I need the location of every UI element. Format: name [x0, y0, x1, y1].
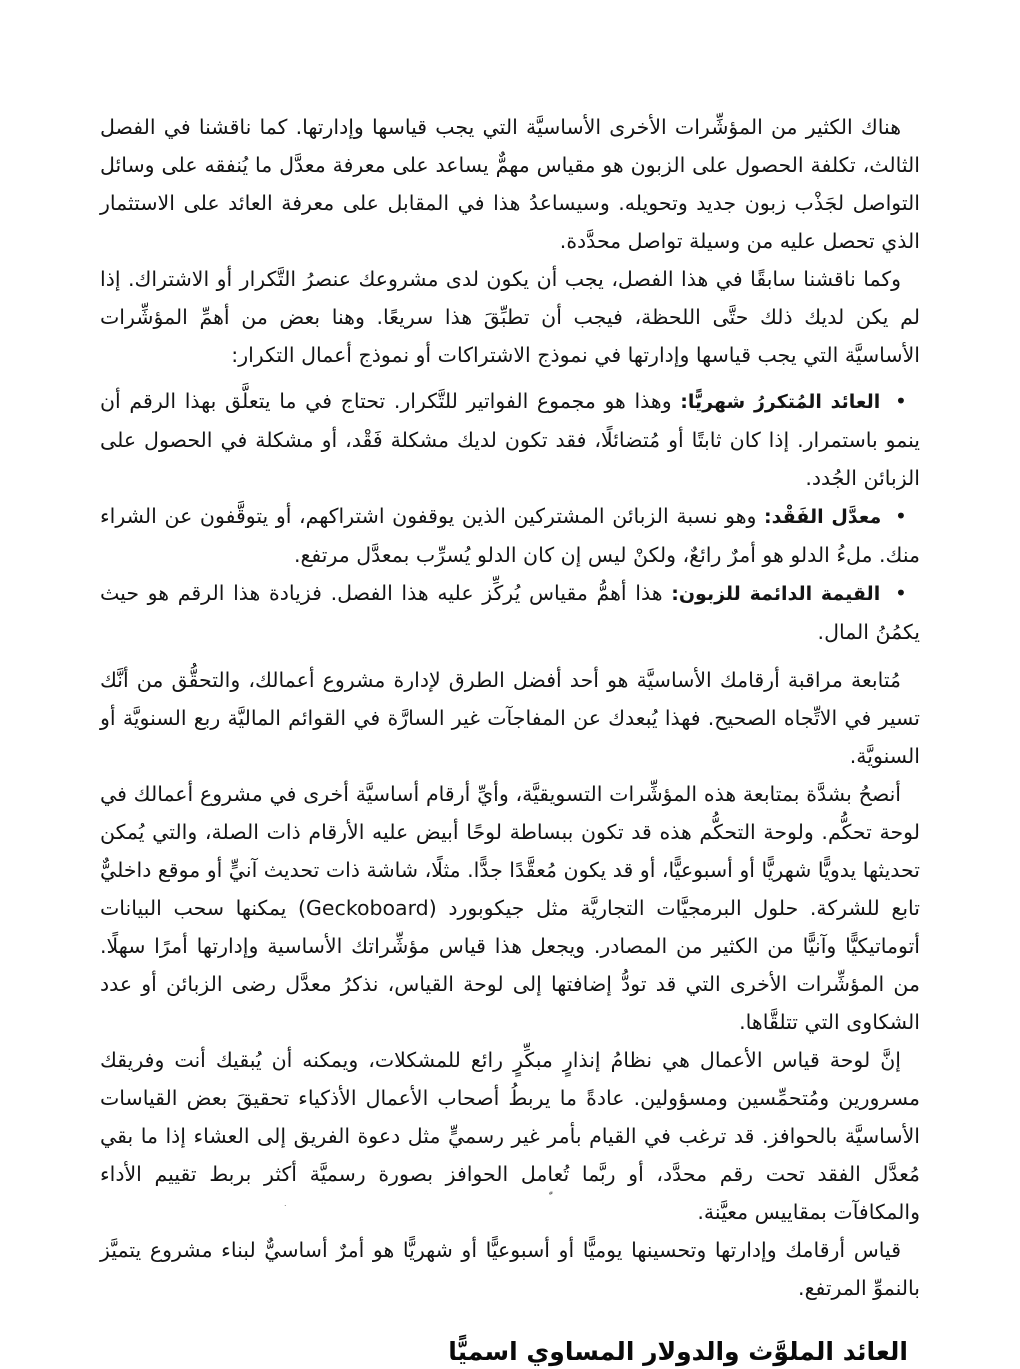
text-block: [100, 108, 920, 1369]
bullet-term: العائد المُتكررُ شهريًّا:: [680, 391, 881, 413]
bullet-text: وهذا هو مجموع الفواتير للتَّكرار. تحتاج في ما يتعلَّق بهذا الرقم أن ينمو باستمرار. إذا كان ثابتًا أو مُتضائلًا، فقد تكون لديك مشكلة فَقْد، أو مشكلة في الحصول على الزبائن الجُدد.: [100, 389, 920, 490]
bullet-icon: •: [894, 504, 907, 528]
paragraph-early-warning-incentives: إنَّ لوحة قياس الأعمال هي نظامُ إنذارٍ مبكِّرٍ رائع للمشكلات، ويمكنه أن يُبقيك أنت وفريقك مسرورين ومُتحمِّسين ومسؤولين. عادةً ما يربطُ أصحاب الأعمال الأذكياء تحقيقَ بعض القياسات الأساسيَّة بالحوافز. قد ترغب في القيام بأمر غير رسميٍّ مثل دعوة الفريق إلى العشاء إذا ما بقي مُعدَّل الفقد تحت رقم محدَّد، أو ربَّما تُعامل الحوافز بصورة رسميَّة أكثر بربط تقييم الأداء والمكافآت بمقاييس معيَّنة.: [100, 1048, 920, 1224]
paragraph-customer-acquisition-cost: هناك الكثير من المؤشِّرات الأخرى الأساسيَّة التي يجب قياسها وإدارتها. كما ناقشنا في الفصل الثالث، تكلفة الحصول على الزبون هو مقياس مهمٌّ يساعد على معرفة معدَّل ما يُنفقه على وسائل التواصل لجَذْب زبون جديد وتحويله. وسيساعدُ هذا في المقابل على معرفة العائد على الاستثمار الذي تحصل عليه من وسيلة تواصل محدَّدة.: [100, 115, 920, 253]
section-heading-polluted-revenue: العائد الملوَّث والدولار المساوي اسميًّا: [448, 1337, 908, 1366]
bullet-icon: •: [894, 581, 907, 605]
stray-dot-artifact: .: [284, 1199, 287, 1208]
list-item-monthly-recurring-revenue: [100, 382, 920, 497]
bullet-term: القيمة الدائمة للزبون:: [671, 583, 881, 605]
bullet-icon: •: [894, 389, 907, 413]
bullet-text: وهو نسبة الزبائن المشتركين الذين يوقفون اشتراكهم، أو يتوقَّفون عن الشراء منك. ملءُ الدلو هو أمرٌ رائعٌ، ولكنْ ليس إن كان الدلو يُسرِّب بمعدَّل مرتفع.: [100, 504, 920, 567]
kpi-bullet-list: [100, 382, 920, 651]
bullet-text: هذا أهمُّ مقياس يُركِّز عليه هذا الفصل. فزيادة هذا الرقم هو حيث يكمُنُ المال.: [100, 581, 920, 644]
paragraph-tracking-numbers: مُتابعة مراقبة أرقامك الأساسيَّة هو أحد أفضل الطرق لإدارة مشروع أعمالك، والتحقُّق من أنَّك تسير في الاتِّجاه الصحيح. فهذا يُبعدك عن المفاجآت غير السارَّة في القوائم الماليَّة ربع السنويَّة أو السنويَّة.: [100, 668, 920, 768]
list-item-churn-rate: [100, 497, 920, 574]
list-item-customer-lifetime-value: [100, 574, 920, 651]
bullet-term: معدَّل الفَقْد:: [764, 506, 882, 528]
paragraph-dashboard: أنصحُ بشدَّة بمتابعة هذه المؤشِّرات التسويقيَّة، وأيِّ أرقام أساسيَّة أخرى في مشروع أعمالك في لوحة تحكُّم. ولوحة التحكُّم هذه قد تكون ببساطة لوحًا أبيض عليه الأرقام ذات الصلة، والتي يُمكن تحديثها يدويًّا شهريًّا أو أسبوعيًّا، أو قد يكون مُعقَّدًا جدًّا. مثلًا، شاشة ذات تحديث آنيٍّ أو موقع داخليٌّ تابع للشركة. حلول البرمجيَّات التجاريَّة مثل جيكوبورد (Geckoboard) يمكنها سحب البيانات أتوماتيكيًّا وآنيًّا من الكثير من المصادر. ويجعل هذا قياس مؤشِّراتك الأساسية وإدارتها أمرًا سهلًا. من المؤشِّرات الأخرى التي قد تودُّ إضافتها إلى لوحة القياس، نذكرُ معدَّل رضى الزبائن أو عدد الشكاوى التي تتلقَّاها.: [100, 782, 920, 1034]
paragraph-measure-daily: قياس أرقامك وإدارتها وتحسينها يوميًّا أو أسبوعيًّا أو شهريًّا هو أمرٌ أساسيٌّ لبناء مشروع يتميَّز بالنموِّ المرتفع.: [100, 1238, 920, 1300]
paragraph-recurrence-subscription: وكما ناقشنا سابقًا في هذا الفصل، يجب أن يكون لدى مشروعك عنصرُ التَّكرار أو الاشتراك. إذا لم يكن لديك ذلك حتَّى اللحظة، فيجب أن تطبِّقَ هذا سريعًا. وهنا بعض من أهمِّ المؤشِّرات الأساسيَّة التي يجب قياسها وإدارتها في نموذج الاشتراكات أو نموذج أعمال التكرار:: [100, 267, 920, 367]
